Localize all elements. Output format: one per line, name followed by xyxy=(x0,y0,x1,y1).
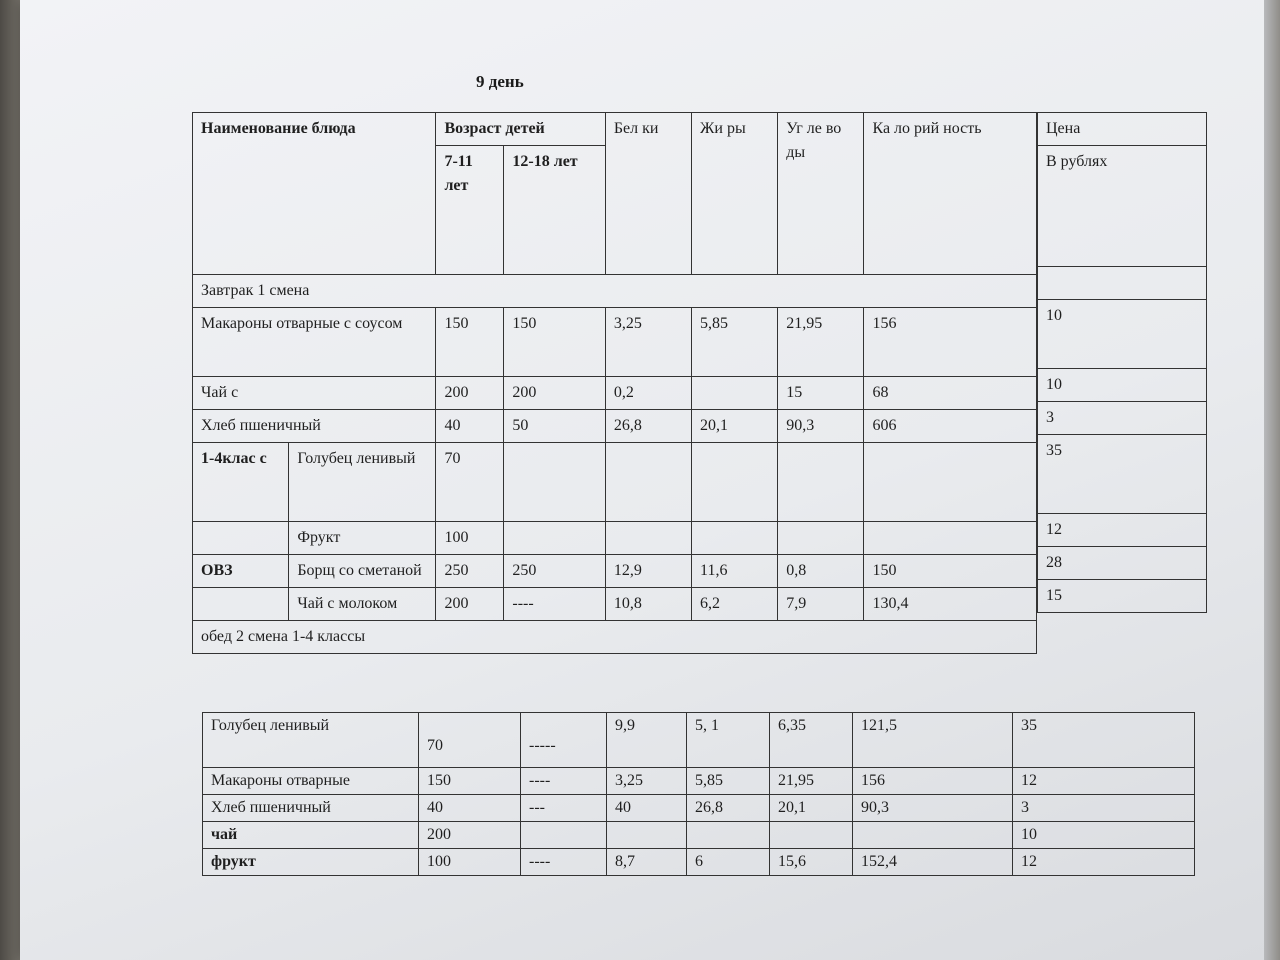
table-row xyxy=(203,768,1195,795)
cell-protein: 3,25 xyxy=(605,308,691,377)
cell-age1: 100 xyxy=(436,522,504,555)
group-label: 1-4клас с xyxy=(193,443,289,522)
price-cell: 12 xyxy=(1038,514,1207,547)
cell-age2: ---- xyxy=(521,849,607,876)
price-cell: 3 xyxy=(1013,795,1195,822)
price-cell: 10 xyxy=(1038,369,1207,402)
dish-name: Чай с молоком xyxy=(289,588,436,621)
header-fat: Жи ры xyxy=(692,113,778,275)
dish-name: Макароны отварные xyxy=(203,768,419,795)
header-price: Цена xyxy=(1038,113,1207,146)
cell-age1: 200 xyxy=(436,377,504,410)
cell-kcal: 156 xyxy=(853,768,1013,795)
cell-protein: 9,9 xyxy=(607,713,687,768)
cell-carbs: 15,6 xyxy=(770,849,853,876)
cell-kcal xyxy=(864,443,1037,522)
price-cell: 12 xyxy=(1013,849,1195,876)
cell-age1: 40 xyxy=(419,795,521,822)
price-cell: 12 xyxy=(1013,768,1195,795)
price-cell: 10 xyxy=(1013,822,1195,849)
cell-protein xyxy=(605,443,691,522)
price-cell: 3 xyxy=(1038,402,1207,435)
desk-left xyxy=(0,0,22,960)
table-row xyxy=(193,555,1037,588)
cell-age1: 70 xyxy=(436,443,504,522)
cell-protein: 3,25 xyxy=(607,768,687,795)
cell-age1: 250 xyxy=(436,555,504,588)
dish-name: Голубец ленивый xyxy=(203,713,419,768)
cell-age2: 200 xyxy=(504,377,605,410)
section-lunch xyxy=(193,621,1037,654)
cell-age1: 200 xyxy=(419,822,521,849)
cell-age2: 150 xyxy=(504,308,605,377)
group-label: ОВЗ xyxy=(193,555,289,588)
section-breakfast xyxy=(193,275,1037,308)
cell-protein: 10,8 xyxy=(605,588,691,621)
cell-age2: --- xyxy=(521,795,607,822)
cell-carbs: 6,35 xyxy=(770,713,853,768)
table-row xyxy=(203,849,1195,876)
cell-protein: 12,9 xyxy=(605,555,691,588)
header-kcal: Ка ло рий ность xyxy=(864,113,1037,275)
menu-table xyxy=(192,112,1037,654)
header-protein: Бел ки xyxy=(605,113,691,275)
table-row xyxy=(203,713,1195,768)
cell-age1: 150 xyxy=(436,308,504,377)
cell-carbs xyxy=(770,822,853,849)
cell-fat xyxy=(687,822,770,849)
cell-kcal: 68 xyxy=(864,377,1037,410)
cell-carbs: 21,95 xyxy=(778,308,864,377)
cell-age2: 50 xyxy=(504,410,605,443)
price-cell: 35 xyxy=(1038,435,1207,514)
dish-name: Хлеб пшеничный xyxy=(193,410,436,443)
cell-protein: 8,7 xyxy=(607,849,687,876)
cell-age2 xyxy=(521,822,607,849)
cell-carbs xyxy=(778,522,864,555)
cell-age2: ---- xyxy=(504,588,605,621)
cell-fat: 5, 1 xyxy=(687,713,770,768)
cell-carbs: 21,95 xyxy=(770,768,853,795)
cell-fat: 11,6 xyxy=(692,555,778,588)
cell-kcal: 606 xyxy=(864,410,1037,443)
cell-protein: 40 xyxy=(607,795,687,822)
cell-age2 xyxy=(504,522,605,555)
price-cell: 10 xyxy=(1038,300,1207,369)
desk-right xyxy=(1264,0,1280,960)
header-carbs: Уг ле во ды xyxy=(778,113,864,275)
cell-kcal xyxy=(853,822,1013,849)
cell-age1: 100 xyxy=(419,849,521,876)
cell-fat xyxy=(692,443,778,522)
price-cell: 35 xyxy=(1013,713,1195,768)
cell-carbs: 90,3 xyxy=(778,410,864,443)
dish-name: Хлеб пшеничный xyxy=(203,795,419,822)
header-row-1 xyxy=(193,113,1037,146)
header-price-unit: В рублях xyxy=(1038,146,1207,267)
cell-protein: 0,2 xyxy=(605,377,691,410)
dish-name: Голубец ленивый xyxy=(289,443,436,522)
dish-name: Макароны отварные с соусом xyxy=(193,308,436,377)
cell-carbs: 20,1 xyxy=(770,795,853,822)
cell-protein: 26,8 xyxy=(605,410,691,443)
cell-fat: 20,1 xyxy=(692,410,778,443)
section-lunch-label: обед 2 смена 1-4 классы xyxy=(193,621,1037,654)
table-row xyxy=(193,588,1037,621)
cell-fat: 6,2 xyxy=(692,588,778,621)
group-label xyxy=(193,588,289,621)
dish-name: чай xyxy=(203,822,419,849)
cell-kcal xyxy=(864,522,1037,555)
cell-carbs xyxy=(778,443,864,522)
table-row xyxy=(203,795,1195,822)
cell-fat xyxy=(692,522,778,555)
table-row xyxy=(193,522,1037,555)
price-cell: 28 xyxy=(1038,547,1207,580)
header-age-7-11: 7-11 лет xyxy=(436,146,504,275)
cell-fat: 5,85 xyxy=(692,308,778,377)
header-name: Наименование блюда xyxy=(193,113,436,275)
cell-age1: 200 xyxy=(436,588,504,621)
cell-fat: 26,8 xyxy=(687,795,770,822)
cell-carbs: 15 xyxy=(778,377,864,410)
page-title: 9 день xyxy=(476,72,524,91)
dish-name: фрукт xyxy=(203,849,419,876)
table-row xyxy=(193,443,1037,522)
dish-name: Фрукт xyxy=(289,522,436,555)
table-row xyxy=(203,822,1195,849)
cell-kcal: 90,3 xyxy=(853,795,1013,822)
lunch-table xyxy=(202,712,1195,876)
cell-age1: 70 xyxy=(419,713,521,768)
table-row xyxy=(193,308,1037,377)
cell-kcal: 121,5 xyxy=(853,713,1013,768)
cell-age2: ----- xyxy=(521,713,607,768)
cell-fat: 5,85 xyxy=(687,768,770,795)
dish-name: Чай с xyxy=(193,377,436,410)
cell-carbs: 0,8 xyxy=(778,555,864,588)
cell-fat: 6 xyxy=(687,849,770,876)
cell-kcal: 130,4 xyxy=(864,588,1037,621)
table-row xyxy=(193,410,1037,443)
cell-carbs: 7,9 xyxy=(778,588,864,621)
cell-fat xyxy=(692,377,778,410)
header-age: Возраст детей xyxy=(436,113,605,146)
cell-kcal: 152,4 xyxy=(853,849,1013,876)
price-cell-section xyxy=(1038,267,1207,300)
section-breakfast-label: Завтрак 1 смена xyxy=(193,275,1037,308)
price-table xyxy=(1037,112,1207,613)
cell-age2: ---- xyxy=(521,768,607,795)
cell-age2 xyxy=(504,443,605,522)
dish-name: Борщ со сметаной xyxy=(289,555,436,588)
price-cell: 15 xyxy=(1038,580,1207,613)
cell-age1: 40 xyxy=(436,410,504,443)
cell-protein xyxy=(607,822,687,849)
cell-kcal: 156 xyxy=(864,308,1037,377)
header-age-12-18: 12-18 лет xyxy=(504,146,605,275)
cell-age1: 150 xyxy=(419,768,521,795)
cell-protein xyxy=(605,522,691,555)
group-label xyxy=(193,522,289,555)
cell-kcal: 150 xyxy=(864,555,1037,588)
cell-age2: 250 xyxy=(504,555,605,588)
table-row xyxy=(193,377,1037,410)
